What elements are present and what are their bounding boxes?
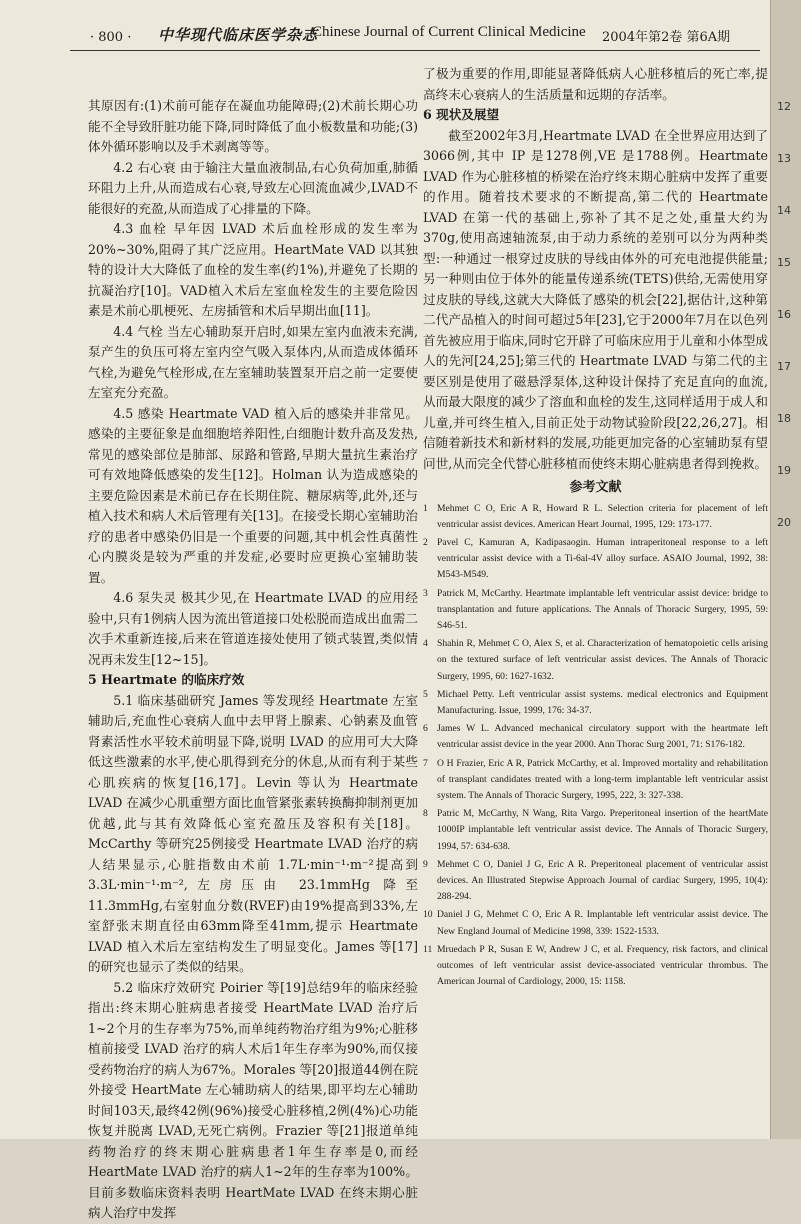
reference-text: James W L. Advanced mechanical circulatory support with the heartmate left ventricular assist device in the year 2000. Ann Thorac Surg 2001, 71: S176-182.: [437, 723, 768, 751]
edge-line-number: 14: [777, 204, 791, 217]
reference-number: 9: [423, 858, 428, 870]
reference-number: 6: [423, 723, 428, 735]
reference-number: 8: [423, 808, 428, 820]
section-4-2: 4.2 右心衰 由于输注大量血液制品,右心负荷加重,肺循环阻力上升,从而造成右心衰,导致左心回流血减少,LVAD不能很好的充盈,从而造成了心排量的下降。: [88, 159, 418, 216]
reference-number: 7: [423, 757, 428, 769]
section-heading-6: 6 现状及展望: [423, 107, 500, 122]
reference-item: [423, 806, 768, 855]
references-title: 参考文献: [569, 480, 622, 495]
section-5-1: 5.1 临床基础研究 James 等发现经 Heartmate 左室辅助后,充血性心衰病人血中去甲肾上腺素、心钠素及血管肾素活性水平较术前明显下降,说明 LVAD 的应用可大大降低这些激素的水平,使心肌得到充分的休息,从而有利于某些心肌疾病的恢复[16,17]。Levin 等认为 Heartmate LVAD 在减少心肌重塑方面比血管紧张素转换酶抑制剂更加优越,此与其有效降低心室充盈压及容积有关[18]。McCarthy 等研究25例接受 Heartmate LVAD 治疗的病人结果显示,心脏指数由术前 1.7L·min⁻¹·m⁻²提高到 3.3L·min⁻¹·m⁻²,左房压由 23.1mmHg 降至 11.3mmHg,右室射血分数(RVEF)由19%提高到33%,左室舒张末期直径由63mm降至41mm,提示 Heartmate LVAD 植入术后左室结构发生了明显变化。James 等[17]的研究也显示了类似的结果。: [88, 692, 418, 974]
section-4-3: 4.3 血栓 早年因 LVAD 术后血栓形成的发生率为20%~30%,阻碍了其广泛应用。HeartMate VAD 以其独特的设计大大降低了血栓的发生率(约1%),并避免了长期的抗凝治疗[10]。VAD植入术后左室血栓发生的主要危险因素是术前心肌梗死、左房插管和术后早期出血[11]。: [88, 221, 418, 318]
section-6-body: 截至2002年3月,Heartmate LVAD 在全世界应用达到了3066例,其中 IP 是1278例,VE 是1788例。Heartmate LVAD 作为心脏移植的桥梁在治疗终末期心脏病中发挥了重要的作用。随着技术要求的不断提高,第二代的 Heartmate LVAD 在第一代的基础上,弥补了其不足之处,重量大约为370g,使用高速轴流泵,由于动力系统的差别可以分为两种类型:一种通过一根穿过皮肤的导线由体外的可充电池提供能量;另一种则由位于体外的能量传递系统(TETS)供给,无需使用穿过皮肤的导线,这就大大降低了感染的机会[22],据估计,这种第二代产品植入的时间可超过5年[23],它于2000年7月在以色列首先被应用于临床,同时它开辟了可临床应用于儿童和小体型成人的先河[24,25];第三代的 Heartmate LVAD 与第二代的主要区别是使用了磁悬浮泵体,这种设计保持了充足直向的血流,从而最大限度的减少了溶血和血栓的发生,这同样适用于成人和儿童,并可终生植入,目前正处于动物试验阶段[22,26,27]。相信随着新技术和新材料的发展,功能更加完备的心室辅助泵有望问世,从而完全代替心脏移植而使终末期心脏病患者得到挽救。: [423, 127, 768, 471]
reference-text: Shahin R, Mehmet C O, Alex S, et al. Characterization of hematopoietic cells arising on the textured surface of left ventricular assist devices. The Annals of Thoracic Surgery, 1995, 60: 1627-1632.: [437, 638, 768, 682]
reference-item: [423, 535, 768, 584]
reference-number: 10: [423, 909, 433, 921]
reference-number: 4: [423, 638, 428, 650]
issue-info: 2004年第2卷 第6A期: [602, 30, 731, 45]
edge-line-number: 18: [777, 412, 791, 425]
edge-line-number: 15: [777, 256, 791, 269]
reference-number: 5: [423, 688, 428, 700]
reference-item: [423, 586, 768, 635]
reference-item: [423, 721, 768, 753]
section-heading-5: 5 Heartmate 的临床疗效: [88, 672, 245, 687]
journal-title-cn: 中华现代临床医学杂志: [158, 26, 319, 44]
reference-item: [423, 501, 768, 533]
reference-number: 11: [423, 943, 433, 955]
reference-text: Pavel C, Kamuran A, Kadipasaogin. Human intraperitoneal response to a left ventricular assist device with a Ti-6al-4V alloy surface. ASAIO Journal, 1992, 38: M543-M549.: [437, 536, 768, 581]
reference-number: 3: [423, 587, 428, 599]
paragraph: 其原因有:(1)术前可能存在凝血功能障碍;(2)术前长期心功能不全导致肝脏功能下降,同时降低了血小板数量和功能;(3)体外循环影响以及手术剥离等等。: [88, 98, 418, 154]
reference-item: [423, 942, 768, 991]
references-list: [423, 501, 768, 991]
reference-number: 2: [423, 536, 428, 548]
reference-item: [423, 687, 768, 719]
edge-line-number: 16: [777, 308, 791, 321]
section-4-4: 4.4 气栓 当左心辅助泵开启时,如果左室内血液未充满,泵产生的负压可将左室内空气吸入泵体内,从而造成体循环气栓,为避免气栓形成,在左室辅助装置泵开启之前一定要使左室充分充盈。: [88, 323, 418, 400]
reference-text: Patrick M, McCarthy. Heartmate implantable left ventricular assist device: bridge to transplantation and future applications. The Annals of Thoracic Surgery, 1995, 59: S46-51.: [437, 587, 768, 631]
left-column: [88, 96, 418, 1224]
reference-text: Mehmet C O, Daniel J G, Eric A R. Preperitoneal placement of ventricular assist devices. An Illustrated Stepwise Approach Journal of cardiac Surgery, 1995, 10(4): 288-294.: [437, 858, 768, 903]
reference-item: [423, 636, 768, 685]
section-5-2: 5.2 临床疗效研究 Poirier 等[19]总结9年的临床经验指出:终末期心脏病患者接受 HeartMate LVAD 治疗后1~2个月的生存率为75%,而单纯药物治疗组为9%;心脏移植前接受 LVAD 治疗的病人术后1年生存率为90%,而仅接受药物治疗的病人为67%。Morales 等[20]报道44例在院外接受 HeartMate 左心辅助病人的结果,即平均左心辅助时间103天,最终42例(96%)接受心脏移植,2例(4%)心功能恢复并脱离 LVAD,无死亡病例。Frazier 等[21]报道单纯药物治疗的终末期心脏病患者1年生存率是0,而经 HeartMate LVAD 治疗的病人1~2年的生存率为100%。目前多数临床资料表明 HeartMate LVAD 在终末期心脏病人治疗中发挥: [88, 979, 418, 1220]
reference-text: Mruedach P R, Susan E W, Andrew J C, et al. Frequency, risk factors, and clinical outcomes of left ventricular assist device-associated ventricular thrombus. The American Journal of Cardiology, 2000, 15: 1158.: [437, 943, 768, 988]
edge-line-number: 20: [777, 516, 791, 529]
reference-text: Mehmet C O, Eric A R, Howard R L. Selection criteria for placement of left ventricular assist devices. American Heart Journal, 1995, 129: 173-177.: [437, 502, 768, 530]
paragraph: 了极为重要的作用,即能显著降低病人心脏移植后的死亡率,提高终末心衰病人的生活质量和远期的存活率。: [423, 66, 768, 102]
section-4-6: 4.6 泵失灵 极其少见,在 Heartmate LVAD 的应用经验中,只有1例病人因为流出管道接口处松脱而造成出血需二次手术重新连接,后来在管道连接处使用了锁式装置,类似情况再未发生[12~15]。: [88, 590, 418, 667]
reference-text: Michael Petty. Left ventricular assist systems. medical electronics and Equipment Manufacturing. Issue, 1999, 176: 34-37.: [437, 688, 768, 716]
reference-text: O H Frazier, Eric A R, Patrick McCarthy, et al. Improved mortality and rehabilitation of transplant candidates treated with a long-term implantable left ventricular assist system. The Annals of Thoracic Surgery, 1995, 222, 3: 327-338.: [437, 757, 768, 801]
page-number: · 800 ·: [90, 30, 132, 45]
running-header: [70, 8, 760, 51]
reference-item: [423, 857, 768, 906]
section-4-5: 4.5 感染 Heartmate VAD 植入后的感染并非常见。感染的主要征象是血细胞培养阳性,白细胞计数升高及发热,常见的感染部位是肺部、尿路和管路,早期大量抗生素治疗可有效地降低感染的发生[12]。Holman 认为造成感染的主要危险因素是术前已存在长期住院、糖尿病等,此外,还与植入技术和病人术后管理有关[13]。在接受长期心室辅助治疗的患者中感染仍旧是一个重要的问题,其中机会性真菌性心内膜炎是较为严重的并发症,必要时应更换心室辅助装置。: [88, 405, 418, 585]
reference-item: [423, 756, 768, 805]
edge-line-number: 17: [777, 360, 791, 373]
reference-text: Patric M, McCarthy, N Wang, Rita Vargo. Preperitoneal insertion of the heartMate 1000IP implantable left ventricular assist device. The Annals of Thoracic Surgery, 1994, 57: 634-638.: [437, 808, 768, 852]
journal-title-en: Chinese Journal of Current Clinical Medicine: [312, 24, 586, 40]
right-column: [423, 64, 768, 992]
edge-line-number: 19: [777, 464, 791, 477]
edge-line-number: 12: [777, 100, 791, 113]
edge-line-number: 13: [777, 152, 791, 165]
adjacent-page-edge: [770, 0, 801, 1139]
reference-text: Daniel J G, Mehmet C O, Eric A R. Implantable left ventricular assist device. The New England Journal of Medicine 1998, 339: 1522-1533.: [437, 909, 768, 937]
reference-number: 1: [423, 502, 428, 514]
reference-item: [423, 907, 768, 939]
